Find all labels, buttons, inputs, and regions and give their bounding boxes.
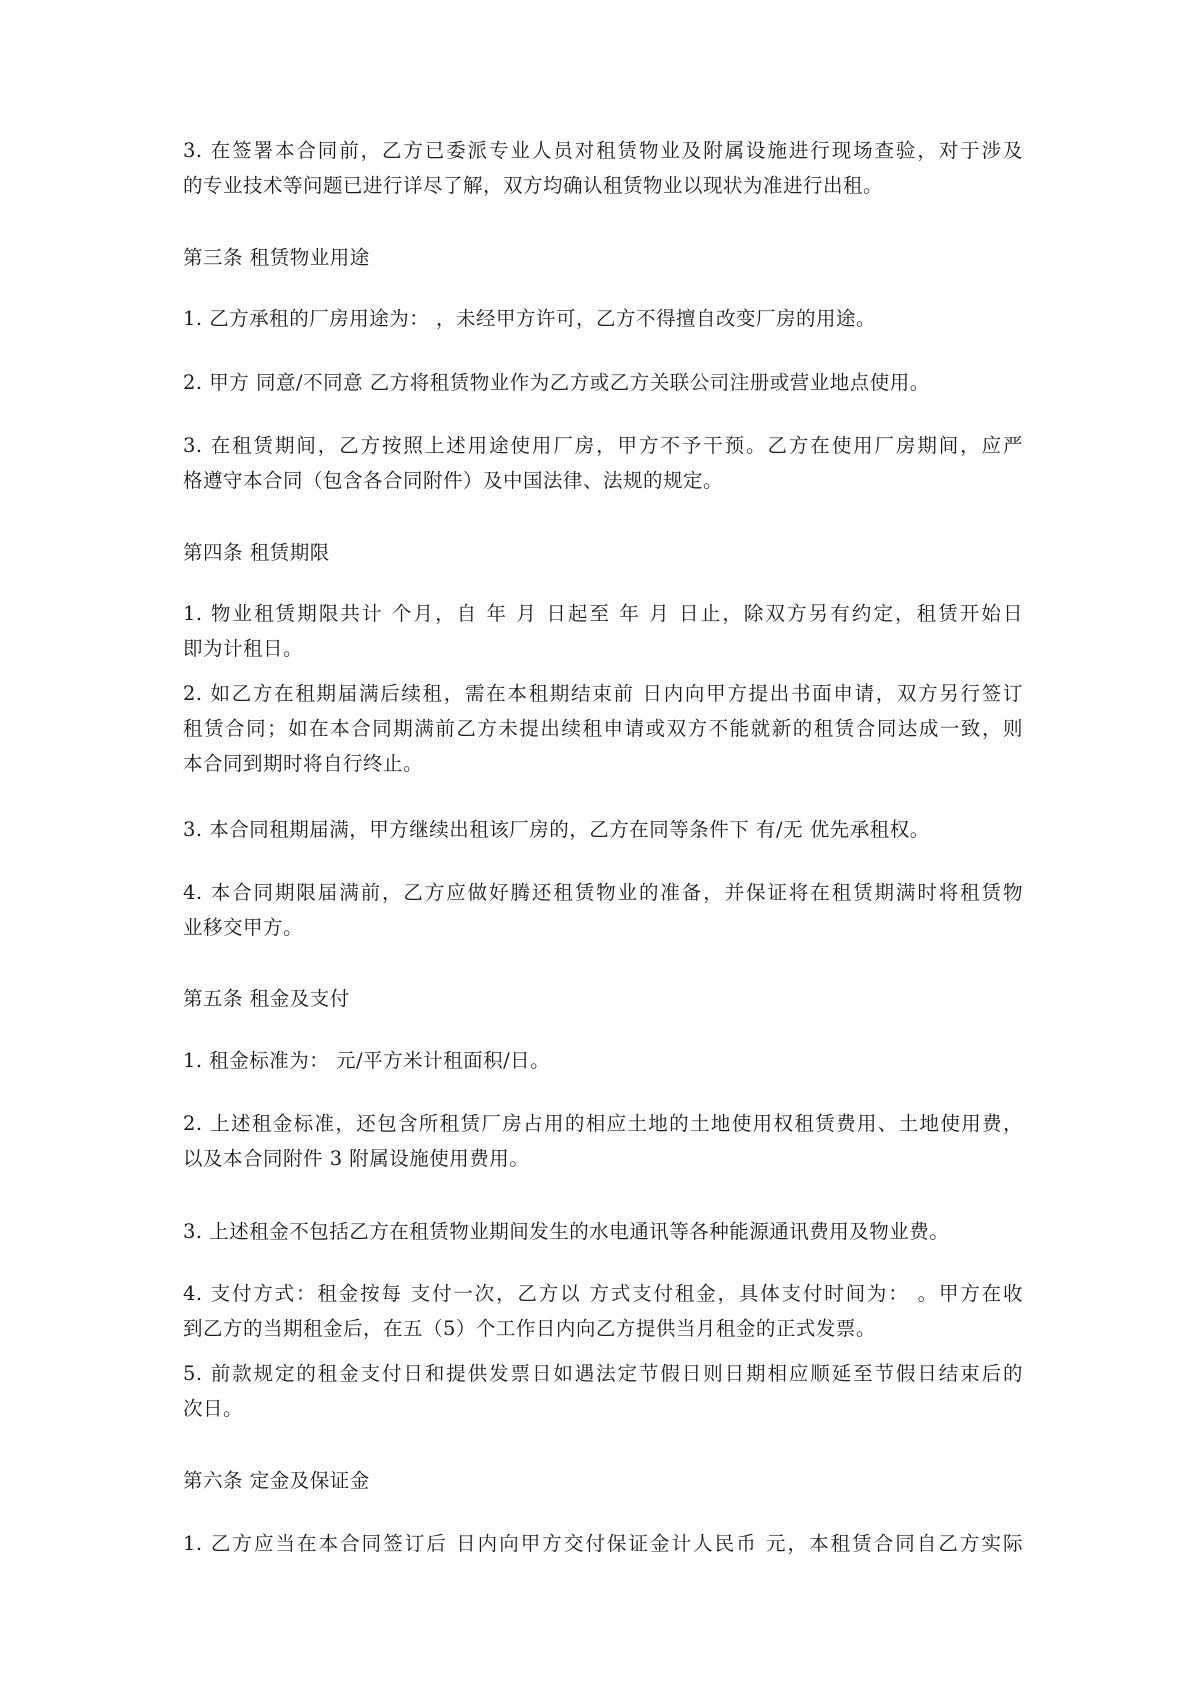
text-line: 5. 前款规定的租金支付日和提供发票日如遇法定节假日则日期相应顺延至节假日结束后的 (183, 1362, 1023, 1385)
paragraph-rent-4 (183, 1276, 1023, 1346)
text-line: 业移交甲方。 (183, 916, 304, 939)
heading-text: 第三条 租赁物业用途 (183, 246, 370, 269)
text-line: 2. 上述租金标准，还包含所租赁厂房占用的相应土地的土地使用权租赁费用、土地使用费， (183, 1112, 1023, 1135)
paragraph-term-2 (183, 676, 1023, 781)
text-line: 格遵守本合同（包含各合同附件）及中国法律、法规的规定。 (183, 469, 724, 492)
text-line: 即为计租日。 (183, 637, 304, 660)
text-line: 1. 物业租赁期限共计 个月，自 年 月 日起至 年 月 日止，除双方另有约定，租赁开始日 (183, 602, 1023, 625)
text-line: 2. 甲方 同意/不同意 乙方将租赁物业作为乙方或乙方关联公司注册或营业地点使用。 (183, 371, 930, 394)
paragraph-rent-2 (183, 1106, 1023, 1176)
paragraph-purpose-2 (183, 365, 1023, 400)
article-heading-3 (183, 240, 1023, 275)
text-line: 1. 租金标准为： 元/平方米计租面积/日。 (183, 1049, 551, 1072)
text-line: 本合同到期时将自行终止。 (183, 752, 424, 775)
text-line: 的专业技术等问题已进行详尽了解，双方均确认租赁物业以现状为准进行出租。 (183, 174, 884, 197)
text-line: 以及本合同附件 3 附属设施使用费用。 (183, 1147, 530, 1170)
heading-text: 第五条 租金及支付 (183, 987, 350, 1010)
text-line: 3. 在租赁期间，乙方按照上述用途使用厂房，甲方不予干预。乙方在使用厂房期间，应严 (183, 434, 1023, 457)
paragraph-rent-1 (183, 1043, 1023, 1078)
article-heading-6 (183, 1463, 1023, 1498)
text-line: 次日。 (183, 1397, 244, 1420)
text-line: 4. 支付方式：租金按每 支付一次，乙方以 方式支付租金，具体支付时间为： 。甲方在收 (183, 1282, 1023, 1305)
article-heading-4 (183, 535, 1023, 570)
text-line: 3. 本合同租期届满，甲方继续出租该厂房的，乙方在同等条件下 有/无 优先承租权。 (183, 818, 930, 841)
text-line: 1. 乙方应当在本合同签订后 日内向甲方交付保证金计人民币 元，本租赁合同自乙方实际 (183, 1532, 1023, 1555)
paragraph-purpose-3 (183, 428, 1023, 498)
paragraph-purpose-1 (183, 301, 1023, 336)
text-line: 到乙方的当期租金后，在五（5）个工作日内向乙方提供当月租金的正式发票。 (183, 1317, 876, 1340)
text-line: 1. 乙方承租的厂房用途为： ，未经甲方许可，乙方不得擅自改变厂房的用途。 (183, 307, 877, 330)
text-line: 4. 本合同期限届满前，乙方应做好腾还租赁物业的准备，并保证将在租赁期满时将租赁物 (183, 881, 1023, 904)
text-line: 租赁合同；如在本合同期满前乙方未提出续租申请或双方不能就新的租赁合同达成一致，则 (183, 717, 1023, 740)
paragraph-term-4 (183, 875, 1023, 945)
paragraph-inspection (183, 133, 1023, 203)
paragraph-rent-5 (183, 1356, 1023, 1426)
paragraph-rent-3 (183, 1214, 1023, 1249)
text-line: 3. 上述租金不包括乙方在租赁物业期间发生的水电通讯等各种能源通讯费用及物业费。 (183, 1220, 950, 1243)
paragraph-deposit-1 (183, 1526, 1023, 1561)
text-line: 2. 如乙方在租期届满后续租，需在本租期结束前 日内向甲方提出书面申请，双方另行签订 (183, 682, 1023, 705)
heading-text: 第六条 定金及保证金 (183, 1469, 370, 1492)
article-heading-5 (183, 981, 1023, 1016)
heading-text: 第四条 租赁期限 (183, 541, 330, 564)
text-line: 3. 在签署本合同前，乙方已委派专业人员对租赁物业及附属设施进行现场查验，对于涉及 (183, 139, 1023, 162)
paragraph-term-3 (183, 812, 1023, 847)
paragraph-term-1 (183, 596, 1023, 666)
